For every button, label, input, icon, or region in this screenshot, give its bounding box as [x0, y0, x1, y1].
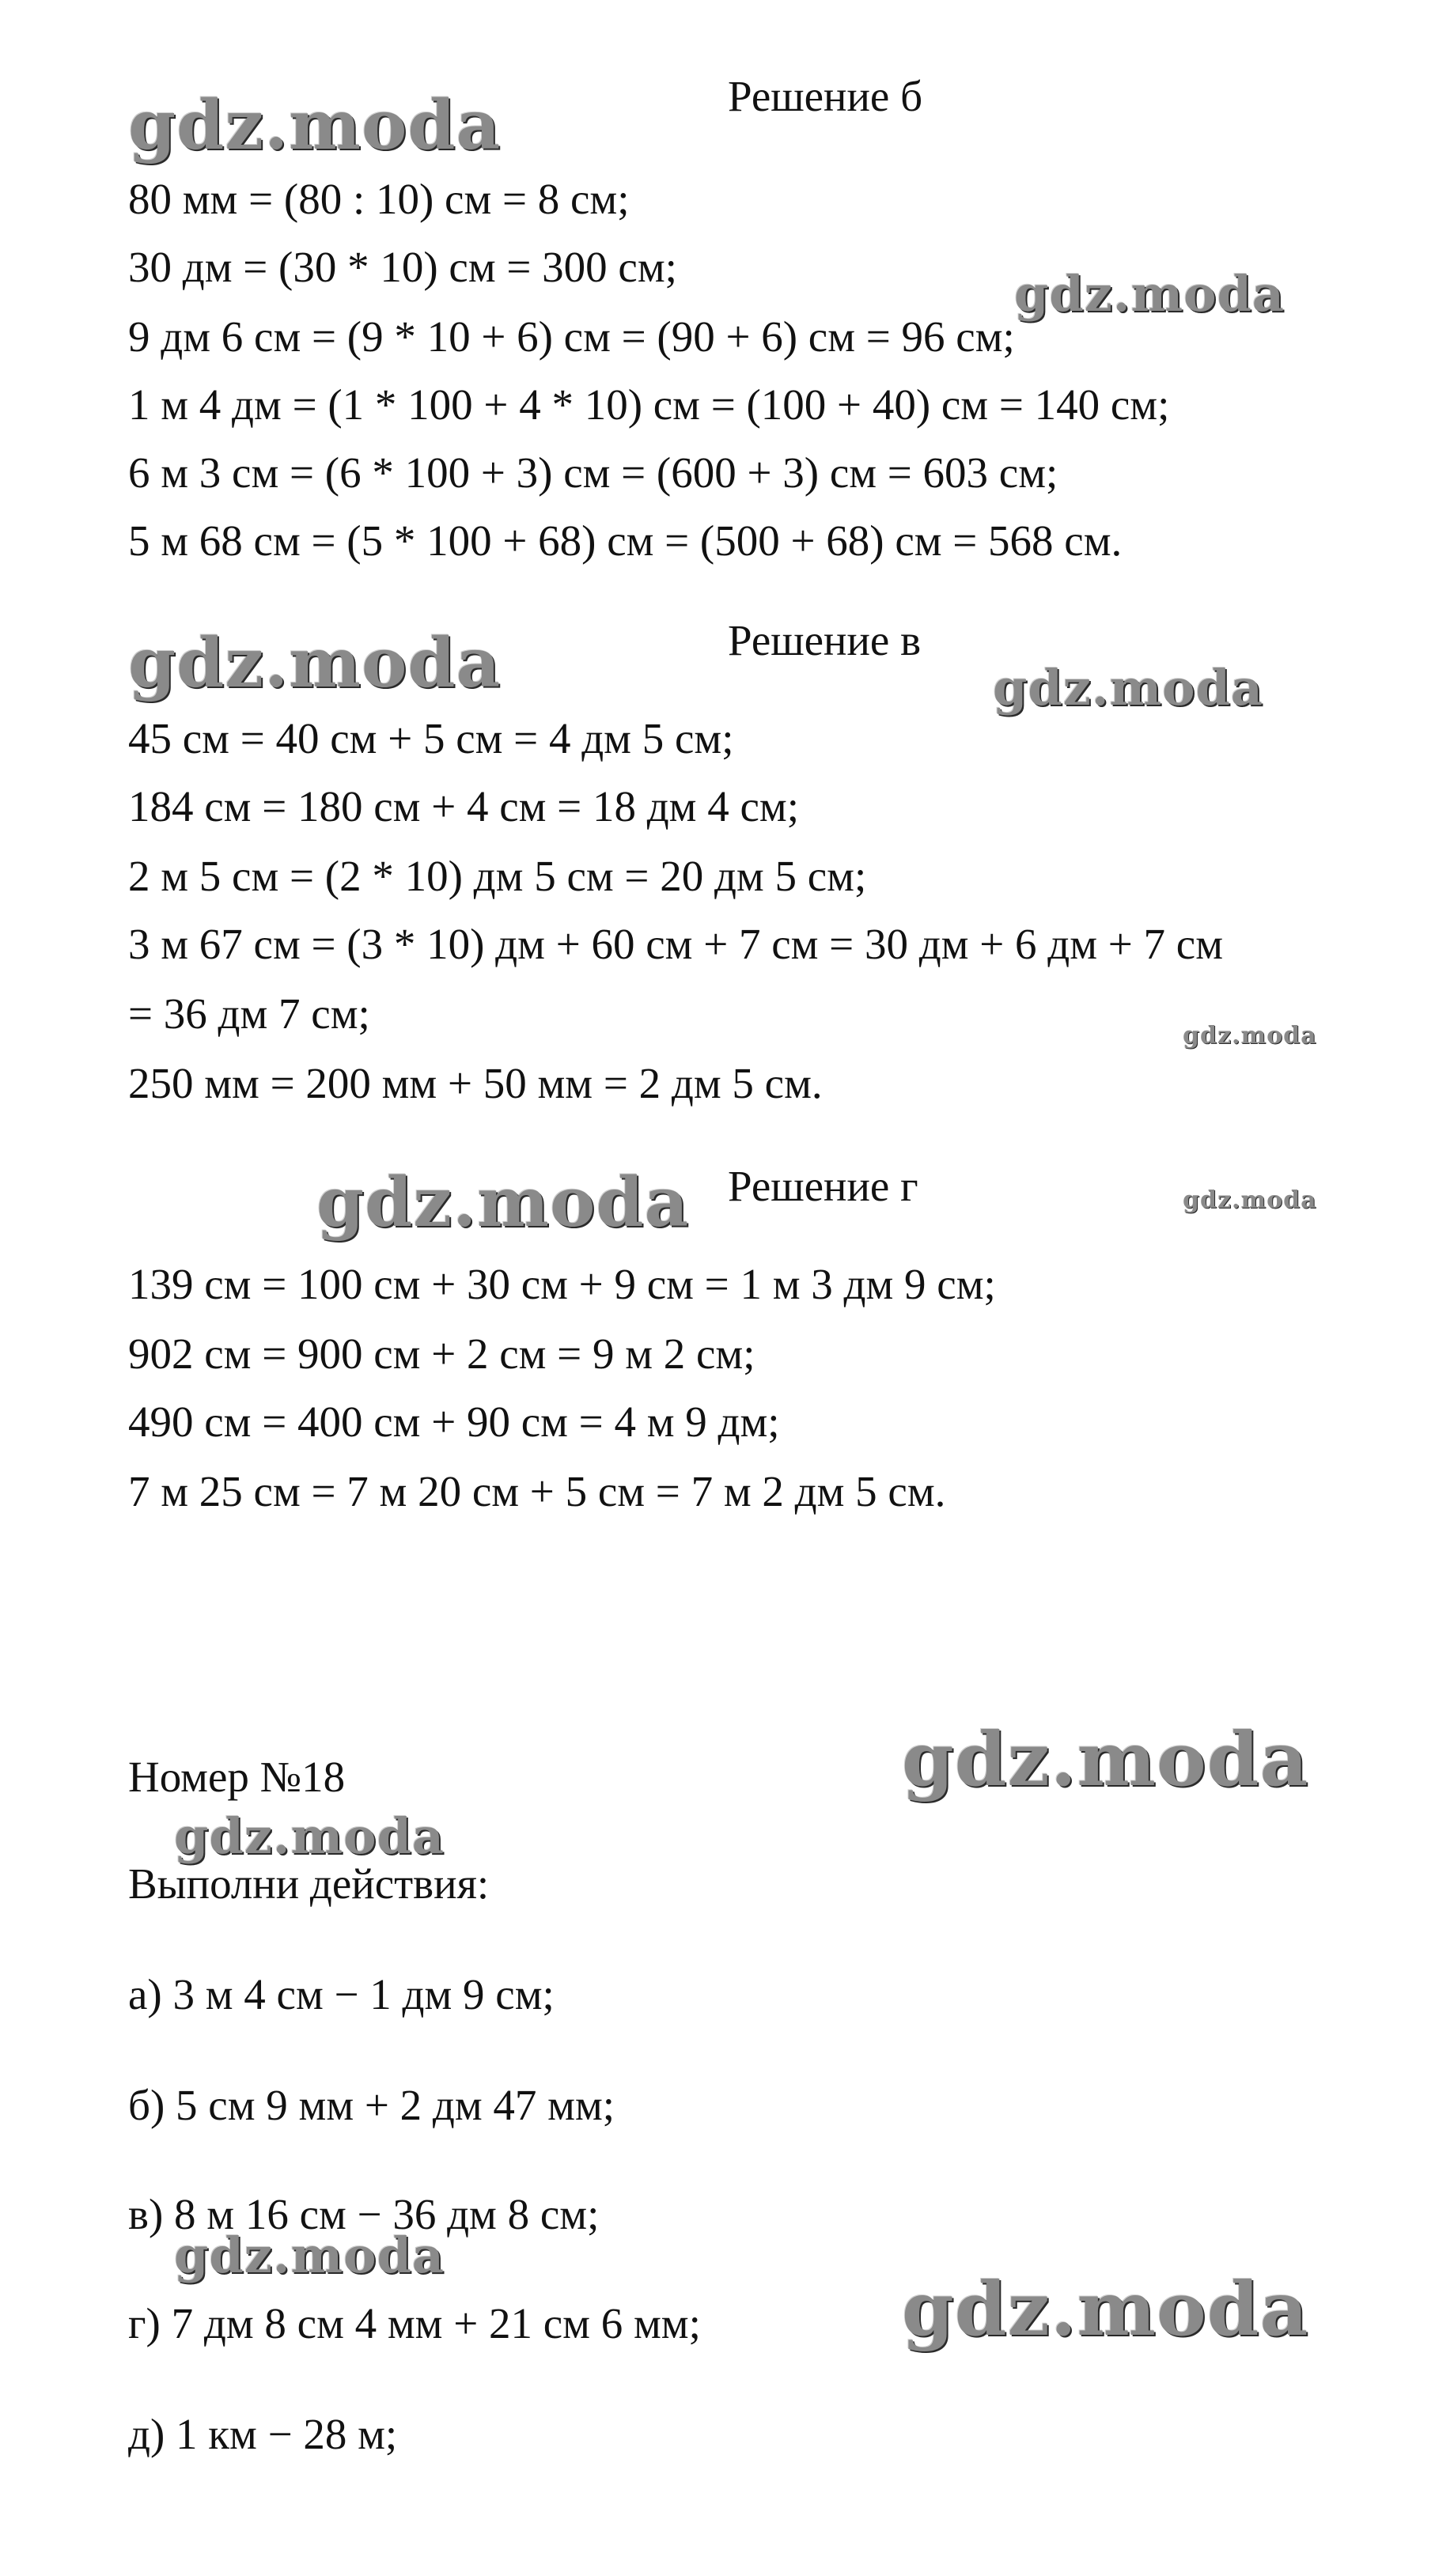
solution-line: 6 м 3 см = (6 * 100 + 3) см = (600 + 3) см = 603 см;: [128, 448, 1058, 497]
task-instruction: Выполни действия:: [128, 1859, 490, 1908]
watermark: gdz.moda: [174, 2226, 445, 2284]
section-heading: Решение б: [728, 72, 923, 120]
watermark: gdz.moda: [1183, 1022, 1317, 1050]
solution-line: 45 см = 40 см + 5 см = 4 дм 5 см;: [128, 714, 734, 762]
watermark: gdz.moda: [902, 2266, 1309, 2353]
solution-line: 7 м 25 см = 7 м 20 см + 5 см = 7 м 2 дм 5 см.: [128, 1467, 946, 1515]
section-heading: Решение г: [728, 1162, 918, 1210]
solution-line: 80 мм = (80 : 10) см = 8 см;: [128, 175, 630, 223]
solution-line: 3 м 67 см = (3 * 10) дм + 60 см + 7 см = 30 дм + 6 дм + 7 см: [128, 920, 1224, 968]
solution-line: 9 дм 6 см = (9 * 10 + 6) см = (90 + 6) см = 96 см;: [128, 312, 1015, 361]
task-number: Номер №18: [128, 1753, 346, 1801]
watermark: gdz.moda: [128, 85, 502, 165]
solution-line: 5 м 68 см = (5 * 100 + 68) см = (500 + 68) см = 568 см.: [128, 516, 1123, 565]
solution-line: 30 дм = (30 * 10) см = 300 см;: [128, 243, 677, 291]
watermark: gdz.moda: [1014, 265, 1285, 323]
watermark: gdz.moda: [174, 1807, 445, 1865]
watermark: gdz.moda: [1183, 1186, 1317, 1214]
solution-line: 184 см = 180 см + 4 см = 18 дм 4 см;: [128, 782, 799, 830]
solution-line: 902 см = 900 см + 2 см = 9 м 2 см;: [128, 1330, 755, 1378]
watermark: gdz.moda: [902, 1716, 1309, 1803]
solution-line: 1 м 4 дм = (1 * 100 + 4 * 10) см = (100 + 40) см = 140 см;: [128, 380, 1170, 429]
watermark: gdz.moda: [128, 623, 502, 703]
task-item: д) 1 км − 28 м;: [128, 2410, 398, 2458]
task-item: г) 7 дм 8 см 4 мм + 21 см 6 мм;: [128, 2299, 701, 2347]
solution-line: = 36 дм 7 см;: [128, 989, 370, 1038]
task-item: в) 8 м 16 см − 36 дм 8 см;: [128, 2190, 600, 2238]
task-item: б) 5 см 9 мм + 2 дм 47 мм;: [128, 2081, 615, 2129]
task-item: а) 3 м 4 см − 1 дм 9 см;: [128, 1970, 555, 2018]
solution-line: 490 см = 400 см + 90 см = 4 м 9 дм;: [128, 1398, 780, 1446]
watermark: gdz.moda: [993, 659, 1263, 717]
watermark: gdz.moda: [316, 1163, 690, 1243]
solution-line: 2 м 5 см = (2 * 10) дм 5 см = 20 дм 5 см;: [128, 852, 867, 900]
solution-line: 250 мм = 200 мм + 50 мм = 2 дм 5 см.: [128, 1059, 823, 1107]
solution-line: 139 см = 100 см + 30 см + 9 см = 1 м 3 дм 9 см;: [128, 1260, 996, 1308]
section-heading: Решение в: [728, 616, 922, 664]
